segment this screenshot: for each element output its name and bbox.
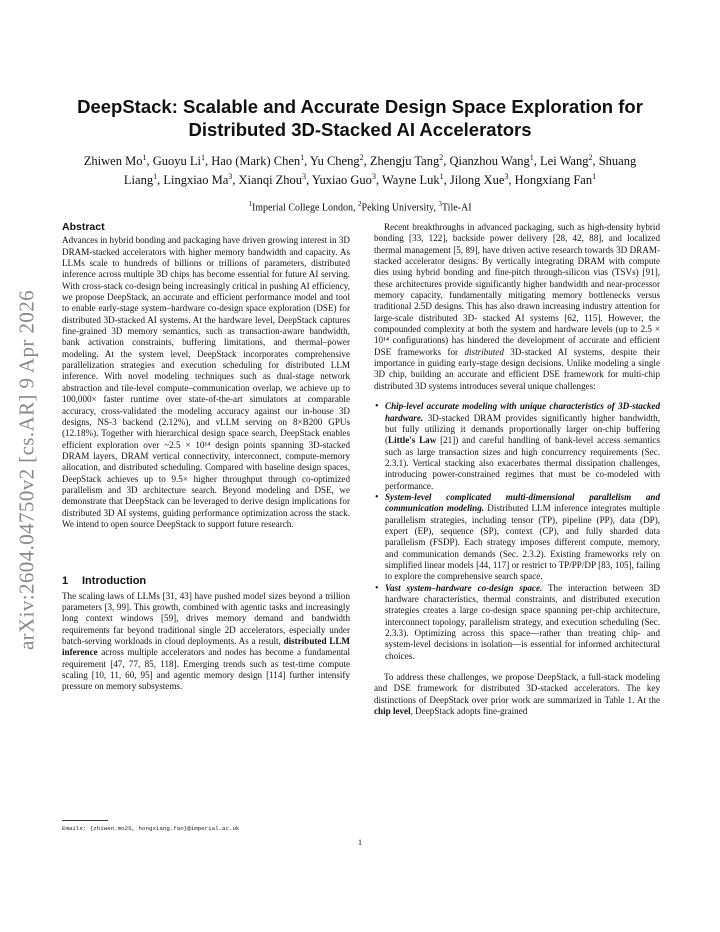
- author-affiliation-mark: 2: [439, 153, 444, 162]
- affiliations: [80, 198, 640, 214]
- author-name: Shuang Liang$^1$: [123, 154, 637, 188]
- packaging-text-a: Recent breakthroughs in advanced packaging, such as high-density hybrid bonding [33, 122], backside power delivery [28, 42, 88], and localized thermal management [5, 89], have driven active research towards 3D DRAM-stacked accelerator designs. By vertically integrating DRAM with compute dies using hybrid bonding and fine-pitch through-silicon vias (TSVs) [91], these architectures provide significantly higher bandwidth and near-processor memory capacity, fundamentally mitigating memory bottlenecks versus traditional 2.5D designs. This has also drawn increasing industry attention for large-scale distributed 3D- stacked AI systems [62, 115]. However, the compounded complexity at both the system and hardware levels (up to 2.5 × 10¹⁴ configurations) has hindered the development of accurate and efficient DSE frameworks for: [374, 222, 660, 357]
- footnote-rule: [62, 820, 108, 821]
- author-affiliation-mark: 1: [529, 153, 534, 162]
- abstract-text: Advances in hybrid bonding and packaging have driven growing interest in 3D DRAM-stacked accelerators with higher memory bandwidth and capacity. As LLMs scale to hundreds of billions or trillions of parameters, distributed inference across multiple 3D chips has become essential for future AI serving. With cross-stack co-design being increasingly critical in pushing AI efficiency, we propose DeepStack, an accurate and efficient performance model and tool to enable early-stage system–hardware co-design space exploration (DSE) for distributed 3D-stacked AI systems. At the hardware level, DeepStack captures fine-grained 3D memory semantics, such as transaction-aware bandwidth, bank activation constraints, buffering limitations, and thermal–power modeling. At the system level, DeepStack incorporates comprehensive parallelization strategies and execution scheduling for distributed LLM inference. With novel modeling techniques such as dual-stage network abstraction and tile-level compute–communication overlap, we achieve up to 100,000× faster runtime over state-of-the-art simulators at comparable accuracy, cross-validated the modeling accuracy against our in-house 3D designs, NS-3 backend (2.12%), and vLLM serving on 8×B200 GPUs (12.18%). Together with hierarchical design space search, DeepStack enables efficient exploration over ~2.5 × 10¹⁴ design points spanning 3D-stacked DRAM layers, DRAM vertical connectivity, interconnect, compute-memory allocation, and distributed scheduling. Compared with baseline design spaces, DeepStack achieves up to 9.5× higher throughput through co-optimized parallelism and 3D architecture search. Beyond modeling and DSE, we demonstrate that DeepStack can be leveraged to derive design implications for distributed 3D AI systems, guiding performance optimization across the stack. We intend to open source DeepStack to support future research.: [62, 235, 350, 529]
- author-name: Zhengju Tang$^2$: [369, 153, 444, 169]
- challenge-lead: System-level complicated multi-dimensional parallelism and communication modeling.: [385, 491, 660, 514]
- challenge-lead: Vast system–hardware co-design space.: [385, 582, 543, 593]
- challenge-item: [374, 401, 660, 492]
- author-affiliation-mark: 1: [300, 153, 305, 162]
- section-title: Introduction: [82, 575, 147, 588]
- arxiv-id: arXiv:2604.04750v2 [cs.AR] 9 Apr 2026: [14, 289, 39, 651]
- author-name: Wayne Luk$^1$: [381, 172, 444, 188]
- title-line-1: DeepStack: Scalable and Accurate Design Space Exploration for: [77, 96, 643, 117]
- challenge-item: [374, 492, 660, 583]
- author-affiliation-mark: 3: [228, 172, 233, 182]
- section-number: 1: [62, 575, 69, 588]
- page-number: 1: [358, 838, 362, 847]
- author-name: Jilong Xue$^3$: [449, 172, 509, 188]
- challenge-text-tail: [21]) and careful handling of bank-level access semantics such as large transaction sizes and high concurrency requirements (Sec. 2.3.1). Vertical stacking also exacerbates thermal dissipation challenges, introducing power-constrained regimes that must be co-modeled with performance.: [385, 435, 660, 491]
- challenge-text: 3D-stacked DRAM provides significantly higher bandwidth, but fully utilizing it demands proportionally larger on-chip buffering (: [385, 412, 660, 446]
- author-name: Yuxiao Guo$^3$: [311, 172, 376, 188]
- author-affiliation-mark: 2: [359, 153, 364, 162]
- packaging-paragraph: [374, 222, 660, 392]
- arxiv-stamp: [14, 270, 40, 670]
- author-name: Yu Cheng$^2$: [309, 153, 364, 169]
- author-affiliation-mark: 1: [439, 172, 444, 182]
- challenge-item: [374, 583, 660, 662]
- author-name: Lei Wang$^2$: [540, 153, 593, 169]
- packaging-text-b: 3D-stacked AI systems, despite their importance in guiding early-stage design decisions. Unlike modeling a single 3D chip, building an accurate and efficient DSE framework for multi-chip distributed 3D systems introduces several unique challenges:: [374, 346, 660, 391]
- proposal-paragraph: [374, 672, 660, 717]
- author-name: Hongxiang Fan$^1$: [514, 172, 597, 188]
- challenge-list: [374, 401, 660, 662]
- affiliation-name: Tile-AI: [441, 202, 472, 214]
- challenge-bold: Little's Law: [388, 435, 437, 446]
- author-list: Zhiwen Mo$^1$, Guoyu Li$^1$, Hao (Mark) Chen$^1$, Yu Cheng$^2$, Zhengju Tang$^2$, Qianzhou Wang$^1$, Lei Wang$^2$, Shuang Liang$^1$, Lingxiao Ma$^3$, Xianqi Zhou$^3$, Yuxiao Guo$^3$, Wayne Luk$^1$, Jilong Xue$^3$, Hongxiang Fan$^1$: [83, 153, 637, 188]
- author-affiliation-mark: 3: [504, 172, 509, 182]
- author-affiliation-mark: 2: [588, 153, 593, 162]
- author-name: Lingxiao Ma$^3$: [163, 172, 233, 188]
- author-affiliation-mark: 1: [592, 172, 597, 182]
- abstract-heading: Abstract: [62, 221, 105, 233]
- intro-text-a: The scaling laws of LLMs [31, 43] have pushed model sizes beyond a trillion parameters [3, 99]. This growth, combined with agentic tasks and increasingly long context windows [59], drives memory demand and bandwidth requirements far beyond traditional single 2D accelerators, especially under batch-serving workloads in cloud deployments. As a result,: [62, 590, 350, 646]
- packaging-text-em: distributed: [464, 346, 504, 357]
- author-affiliation-mark: 3: [371, 172, 376, 182]
- author-name: Hao (Mark) Chen$^1$: [211, 153, 305, 169]
- author-name: Qianzhou Wang$^1$: [449, 153, 534, 169]
- author-affiliation-mark: 3: [302, 172, 307, 182]
- affiliation-name: Imperial College London,: [251, 202, 359, 214]
- author-name: Xianqi Zhou$^3$: [238, 172, 307, 188]
- intro-paragraph: [62, 591, 350, 693]
- paper-title: [60, 95, 660, 141]
- intro-text-b: across multiple accelerators and nodes has become a fundamental requirement [47, 77, 85, 118]. Emerging trends such as test-time compute scaling [10, 11, 60, 95] and agentic memory design [114] further intensify pressure on memory subsystems.: [62, 647, 350, 692]
- intro-text-bold: distributed LLM inference: [62, 636, 350, 658]
- author-affiliation-mark: 1: [201, 153, 205, 162]
- footnote-emails: Emails: {zhiwen.mo25, hongxiang.fan}@imperial.ac.uk: [62, 825, 240, 832]
- affiliation-mark: 3: [438, 200, 442, 208]
- challenge-lead: Chip-level accurate modeling with unique characteristics of 3D-stacked hardware.: [385, 401, 660, 423]
- affiliation-name: Peking University,: [361, 202, 439, 214]
- author-name: Zhiwen Mo$^1$: [83, 153, 147, 169]
- proposal-text-b: , DeepStack adopts fine-grained: [410, 706, 528, 717]
- author-affiliation-mark: 1: [142, 153, 147, 162]
- author-affiliation-mark: 1: [153, 172, 158, 182]
- proposal-text-a: To address these challenges, we propose DeepStack, a full-stack modeling and DSE framework for distributed 3D-stacked accelerators. The key distinctions of DeepStack over prior work are summarized in Table 1. At the: [374, 672, 660, 705]
- affiliation-mark: 2: [358, 200, 362, 208]
- section-heading-introduction: [62, 576, 350, 587]
- challenge-text: The interaction between 3D hardware characteristics, thermal constraints, and distributed execution strategies creates a large co-design space spanning per-chip architecture, interconnect topology, parallelism strategy, and execution scheduling (Sec. 2.3.3). Optimizing across this space—rather than treating chip- and system-level decisions in isolation—is essential for informed architectural choices.: [385, 582, 660, 661]
- challenge-text: Distributed LLM inference integrates multiple parallelism strategies, including tensor (TP), pipeline (PP), data (DP), expert (EP), sequence (SP), context (CP), and fully sharded data parallelism (FSDP). Each strategy imposes different compute, memory, and communication demands (Sec. 2.3.2). Existing frameworks rely on simplified linear models [44, 117] or restrict to TP/PP/DP [83, 105], failing to explore the comprehensive search space.: [385, 503, 660, 582]
- right-column: [374, 222, 660, 717]
- author-name: Guoyu Li$^1$: [152, 153, 205, 169]
- proposal-text-bold: chip level: [374, 706, 411, 717]
- affiliation-mark: 1: [248, 200, 252, 208]
- title-line-2: Distributed 3D-Stacked AI Accelerators: [188, 119, 532, 140]
- left-column: [62, 222, 350, 693]
